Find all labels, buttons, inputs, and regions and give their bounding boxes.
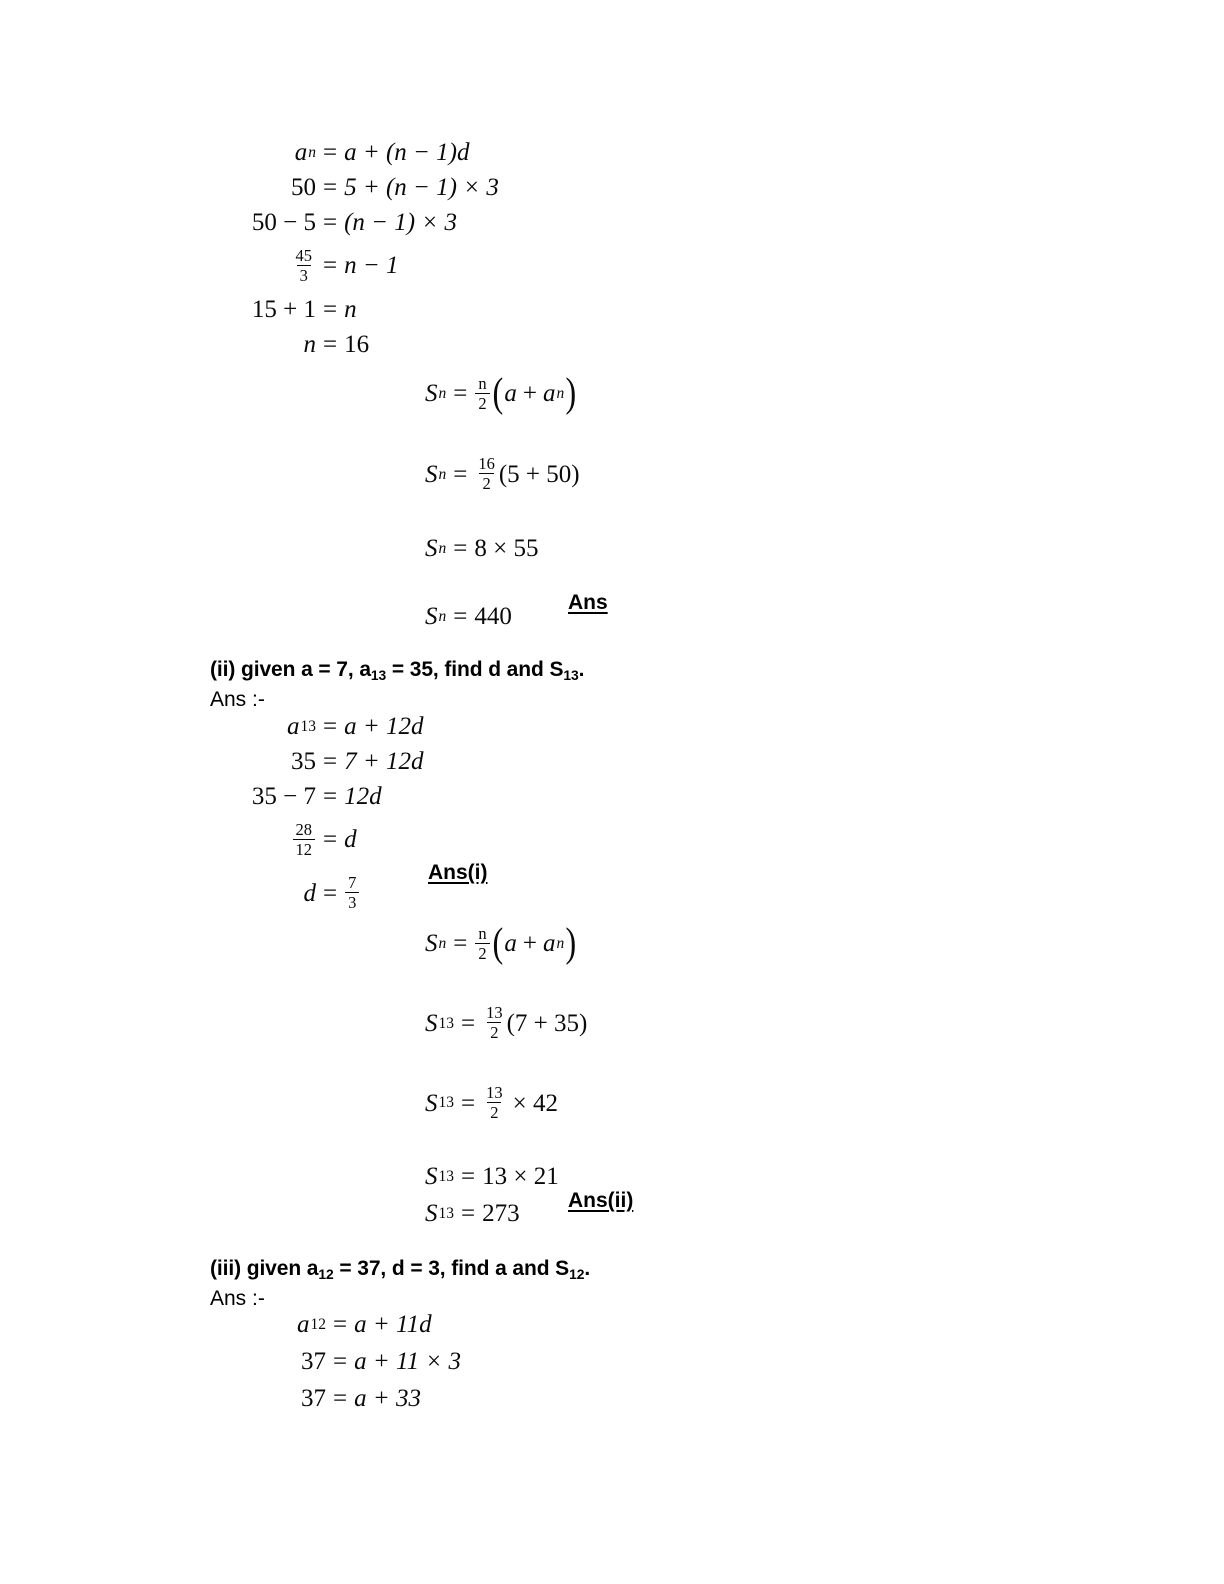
fraction xyxy=(483,1084,506,1122)
equation-row xyxy=(120,140,540,165)
question-heading-ii xyxy=(210,658,584,683)
fraction-numerator: 16 xyxy=(478,454,495,474)
fraction-numerator: 13 xyxy=(486,1082,503,1102)
heading-subscript-1: 12 xyxy=(318,1265,334,1282)
paren-close: ) xyxy=(565,369,577,416)
equation-row xyxy=(425,536,580,561)
equation-row: S n = $\frac{n}{2}$ ( a + a n ) xyxy=(425,369,577,416)
fraction-denominator: 3 xyxy=(345,892,359,911)
equation-row xyxy=(120,175,540,200)
eq-lhs: S xyxy=(425,535,438,563)
equation-row xyxy=(120,210,540,235)
eq-rhs: d xyxy=(344,826,357,854)
eq-relation: = xyxy=(453,603,468,631)
eq-relation: = xyxy=(333,1311,348,1338)
eq-rhs: (7 + 35) xyxy=(506,1009,588,1037)
fraction xyxy=(475,375,489,413)
equation-block-part-ii-derivation xyxy=(120,714,423,912)
equation-row: S n = $\frac{n}{2}$ ( a + a n ) xyxy=(425,919,577,966)
eq-lhs: S xyxy=(425,460,438,488)
fraction-numerator: 13 xyxy=(486,1003,503,1023)
heading-text-post: . xyxy=(578,658,585,681)
eq-lhs-subscript: 13 xyxy=(438,1204,454,1222)
eq-lhs: S xyxy=(425,380,438,408)
equation-row xyxy=(130,1386,461,1411)
eq-rhs-subscript: n xyxy=(556,385,565,403)
heading-text-mid: = 35, find d and S xyxy=(386,658,564,681)
eq-rhs: n − 1 xyxy=(344,252,399,280)
equation-row xyxy=(120,247,540,285)
heading-text-pre: (iii) given a xyxy=(210,1257,319,1280)
eq-rhs: 8 × 55 xyxy=(474,535,539,563)
eq-rhs: a + (n − 1)d xyxy=(344,139,470,166)
eq-lhs: S xyxy=(425,603,438,631)
equation-block-part-ii-sum xyxy=(425,919,588,1227)
equation-row xyxy=(425,1005,587,1043)
heading-subscript-1: 13 xyxy=(370,666,387,683)
eq-relation: = xyxy=(461,1089,476,1117)
fraction-numerator: 7 xyxy=(348,873,357,893)
eq-lhs-subscript: 13 xyxy=(438,1167,454,1185)
eq-lhs: S xyxy=(425,1199,438,1227)
eq-lhs: n xyxy=(303,330,316,358)
eq-relation: = xyxy=(323,783,338,810)
eq-relation: = xyxy=(323,713,338,740)
fraction xyxy=(475,925,489,963)
ans-label-iii: Ans :- xyxy=(210,1287,265,1310)
eq-relation: = xyxy=(323,330,338,358)
equation-row xyxy=(130,1349,461,1374)
eq-relation: = xyxy=(323,295,338,323)
equation-row xyxy=(120,297,540,322)
equation-block-part-iii-derivation xyxy=(130,1312,461,1411)
equation-row xyxy=(130,1312,461,1337)
paren-open: ( xyxy=(492,919,503,966)
eq-rhs: a + 11 × 3 xyxy=(354,1348,461,1375)
eq-lhs: 37 xyxy=(301,1385,326,1412)
eq-lhs: d xyxy=(303,879,316,907)
eq-rhs: (5 + 50) xyxy=(498,460,580,488)
eq-lhs: 35 xyxy=(291,748,316,775)
eq-relation: = xyxy=(323,879,338,907)
paren-open: ( xyxy=(492,369,503,416)
fraction-denominator: 12 xyxy=(293,839,316,858)
fraction-numerator: n xyxy=(478,373,487,393)
eq-relation: = xyxy=(453,535,468,563)
eq-rhs: a + 12d xyxy=(344,713,424,740)
eq-rhs: n xyxy=(344,295,357,323)
eq-rhs: 273 xyxy=(482,1199,520,1227)
ans-label-ii: Ans :- xyxy=(210,688,265,711)
eq-lhs: 15 + 1 xyxy=(251,295,316,323)
equation-row xyxy=(425,604,580,629)
equation-row xyxy=(425,1201,587,1226)
fraction-denominator: 3 xyxy=(297,265,311,284)
eq-lhs: S xyxy=(425,1009,438,1037)
eq-lhs: a xyxy=(287,713,300,740)
fraction xyxy=(293,821,316,859)
eq-rhs: (n − 1) × 3 xyxy=(344,209,457,236)
eq-rhs: a + 11d xyxy=(354,1311,432,1338)
eq-lhs-subscript: 12 xyxy=(310,1315,326,1333)
equation-row xyxy=(425,1084,587,1122)
eq-lhs-subscript: n xyxy=(438,465,447,483)
eq-rhs-subscript: n xyxy=(556,935,565,953)
answer-marker-part-ii-d: Ans(i) xyxy=(428,861,488,884)
fraction xyxy=(475,455,498,493)
heading-text-post: . xyxy=(584,1257,591,1280)
eq-lhs: S xyxy=(425,930,438,958)
eq-lhs-subscript: n xyxy=(308,143,316,161)
eq-lhs-subscript: 13 xyxy=(438,1094,454,1112)
equation-row xyxy=(120,875,423,913)
answer-marker-part-ii-sum: Ans(ii) xyxy=(568,1189,634,1212)
eq-lhs-subscript: n xyxy=(438,935,447,953)
eq-lhs-subscript: 13 xyxy=(300,717,316,735)
heading-text-mid: = 37, d = 3, find a and S xyxy=(333,1257,570,1280)
eq-relation: = xyxy=(333,1348,348,1375)
eq-lhs: 35 − 7 xyxy=(251,783,316,810)
equation-row xyxy=(425,1164,587,1189)
equation-row xyxy=(425,456,580,494)
eq-relation: = xyxy=(323,748,338,775)
eq-lhs-subscript: 13 xyxy=(438,1014,454,1032)
answer-marker-part-i: Ans xyxy=(568,591,608,614)
fraction-denominator: 2 xyxy=(487,1022,501,1041)
eq-rhs: 16 xyxy=(344,330,370,358)
fraction-numerator: n xyxy=(478,923,487,943)
fraction-denominator: 2 xyxy=(475,393,489,412)
fraction xyxy=(345,874,359,912)
eq-rhs: × 42 xyxy=(512,1089,558,1117)
eq-relation: = xyxy=(333,1385,348,1412)
equation-row xyxy=(120,749,423,774)
eq-lhs-subscript: n xyxy=(438,540,447,557)
eq-lhs: a xyxy=(297,1311,310,1338)
heading-subscript-2: 13 xyxy=(563,666,579,683)
equation-block-part-i-derivation xyxy=(120,140,540,357)
equation-row xyxy=(120,821,423,859)
eq-relation: = xyxy=(323,174,338,201)
eq-rhs: 12d xyxy=(344,783,382,810)
fraction-denominator: 2 xyxy=(479,473,493,492)
eq-relation: = xyxy=(453,930,468,958)
fraction-numerator: 45 xyxy=(295,245,312,265)
eq-relation: = xyxy=(323,252,338,280)
equation-row xyxy=(120,784,423,809)
fraction xyxy=(483,1004,506,1042)
eq-relation: = xyxy=(323,139,338,166)
eq-rhs: 440 xyxy=(474,603,512,631)
eq-rhs: a + 33 xyxy=(354,1385,421,1412)
eq-relation: = xyxy=(323,826,338,854)
eq-lhs: S xyxy=(425,1089,438,1117)
equation-block-part-i-sum xyxy=(425,369,580,631)
eq-lhs: 37 xyxy=(301,1348,326,1375)
eq-relation: = xyxy=(323,209,338,236)
fraction-denominator: 2 xyxy=(487,1102,501,1121)
eq-relation: = xyxy=(453,460,468,488)
eq-relation: = xyxy=(461,1162,476,1190)
eq-lhs: a xyxy=(294,139,308,166)
equation-row xyxy=(120,714,423,739)
fraction-denominator: 2 xyxy=(475,943,489,962)
eq-rhs: 13 × 21 xyxy=(482,1162,559,1190)
paren-close: ) xyxy=(565,919,577,966)
eq-relation: = xyxy=(453,380,468,408)
eq-relation: = xyxy=(461,1199,476,1227)
question-heading-iii xyxy=(210,1257,590,1282)
eq-rhs: 7 + 12d xyxy=(344,748,424,775)
equation-row xyxy=(120,332,540,357)
fraction xyxy=(293,247,316,285)
heading-subscript-2: 12 xyxy=(569,1265,585,1282)
fraction-numerator: 28 xyxy=(295,819,312,839)
eq-relation: = xyxy=(461,1009,476,1037)
eq-lhs: 50 − 5 xyxy=(251,209,316,236)
eq-lhs-subscript: n xyxy=(438,608,447,625)
heading-text-pre: (ii) given a = 7, a xyxy=(210,658,371,681)
eq-lhs-subscript: n xyxy=(438,385,447,403)
eq-lhs: S xyxy=(425,1162,438,1190)
eq-lhs: 50 xyxy=(291,174,316,201)
eq-rhs: 5 + (n − 1) × 3 xyxy=(344,174,499,201)
